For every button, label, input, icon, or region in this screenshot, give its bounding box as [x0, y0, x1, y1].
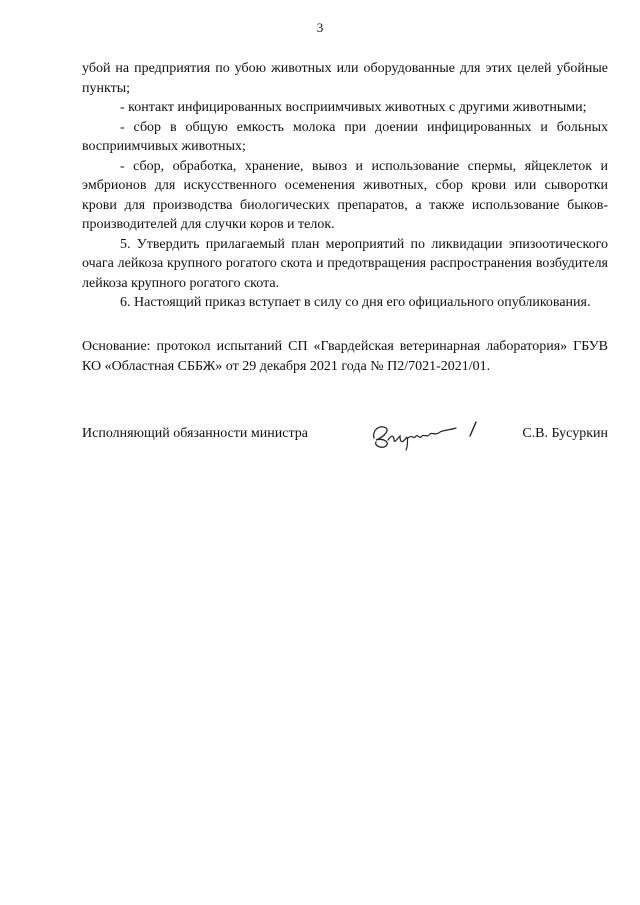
paragraph-sperm: - сбор, обработка, хранение, вывоз и использование спермы, яйцеклеток и эмбрионов для искусственного осеменения животных, сбор крови или сыворотки крови для производства биологических препаратов, а также использование быков-производителей для случки коров и телок.: [82, 158, 608, 232]
page-number: 3: [316, 20, 324, 35]
basis-note: Основание: протокол испытаний СП «Гвардейская ветеринарная лаборатория» ГБУВ КО «Областная СББЖ» от 29 декабря 2021 года № П2/7021-2021/01.: [82, 339, 608, 374]
paragraph-item-6: 6. Настоящий приказ вступает в силу со дня его официального опубликования.: [120, 295, 591, 310]
signature-block: [82, 420, 608, 460]
signatory-title: Исполняющий обязанности министра: [82, 426, 308, 441]
paragraph-milk: - сбор в общую емкость молока при доении инфицированных и больных восприимчивых животных;: [82, 119, 608, 154]
paragraph-contact: - контакт инфицированных восприимчивых животных с другими животными;: [120, 100, 587, 115]
paragraph-slaughter: убой на предприятия по убою животных или оборудованные для этих целей убойные пункты;: [82, 61, 608, 96]
paragraph-item-5: 5. Утвердить прилагаемый план мероприятий по ликвидации эпизоотического очага лейкоза крупного рогатого скота и предотвращения распространения возбудителя лейкоза крупного рогатого скота.: [82, 236, 608, 291]
signatory-name: С.В. Бусуркин: [522, 426, 608, 441]
handwritten-signature: [366, 416, 496, 452]
document-body: [82, 59, 608, 313]
